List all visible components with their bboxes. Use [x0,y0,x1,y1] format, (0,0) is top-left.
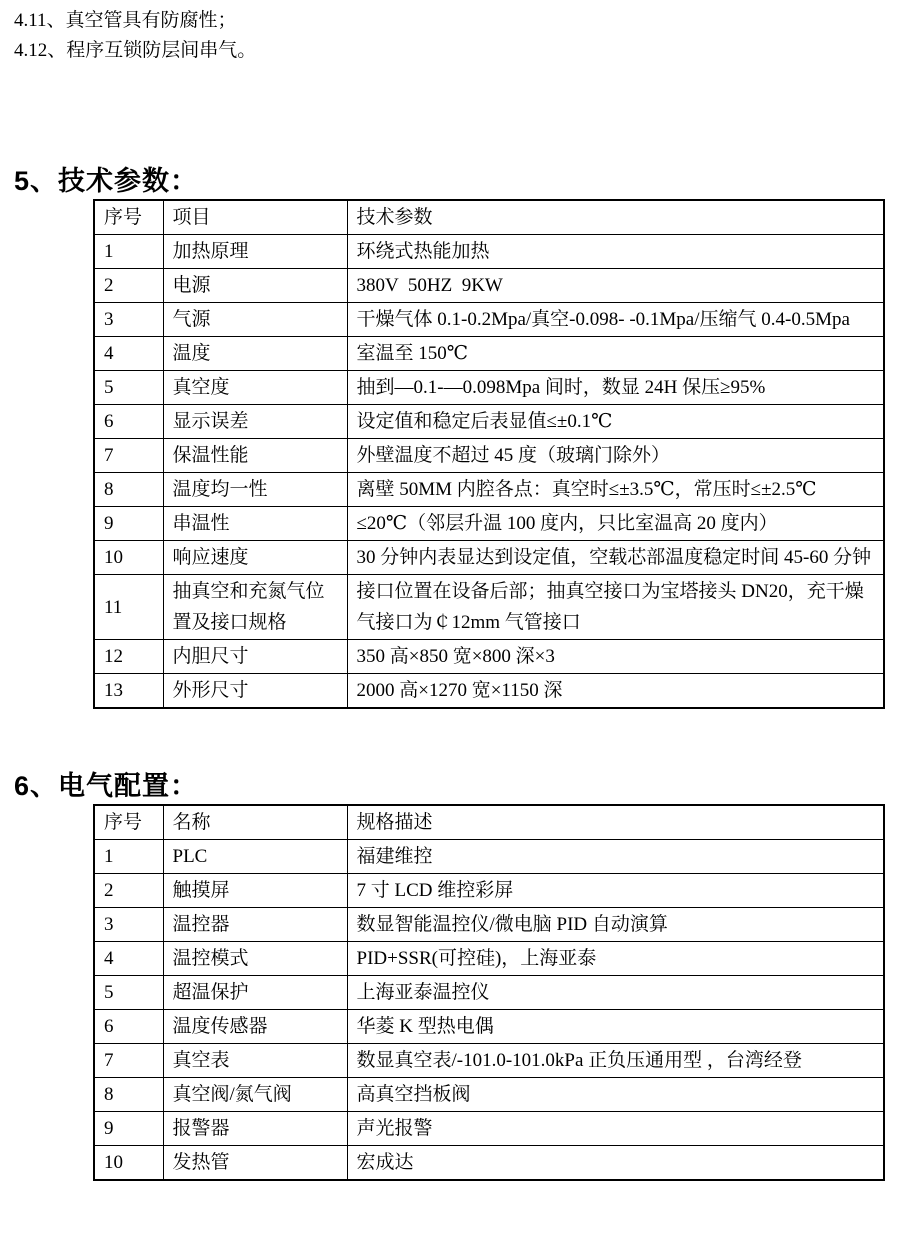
cell-seq: 10 [94,541,163,575]
cell-seq: 5 [94,371,163,405]
cell-seq: 2 [94,874,163,908]
cell-seq: 7 [94,439,163,473]
header-row [94,200,884,235]
cell-seq: 9 [94,1112,163,1146]
cell-item: 保温性能 [163,439,347,473]
table-row [94,1010,884,1044]
column-header: 技术参数 [347,200,884,235]
cell-item: 真空表 [163,1044,347,1078]
table-row [94,1146,884,1181]
cell-item: 内胆尺寸 [163,640,347,674]
cell-value: 接口位置在设备后部；抽真空接口为宝塔接头 DN20，充干燥气接口为￠12mm 气管接口 [347,575,884,640]
column-header: 序号 [94,805,163,840]
cell-item: 真空阀/氮气阀 [163,1078,347,1112]
table-row [94,840,884,874]
cell-value: ≤20℃（邻层升温 100 度内，只比室温高 20 度内） [347,507,884,541]
section-5-title: 5、技术参数： [14,166,199,196]
cell-item: 超温保护 [163,976,347,1010]
table-row [94,235,884,269]
table-row [94,269,884,303]
table-row [94,541,884,575]
cell-seq: 4 [94,942,163,976]
table-row [94,874,884,908]
cell-seq: 8 [94,473,163,507]
cell-item: PLC [163,840,347,874]
cell-item: 发热管 [163,1146,347,1181]
cell-item: 气源 [163,303,347,337]
cell-value: 数显智能温控仪/微电脑 PID 自动演算 [347,908,884,942]
section-6-title: 6、电气配置： [14,771,199,801]
table-row [94,439,884,473]
table-row [94,473,884,507]
cell-value: 宏成达 [347,1146,884,1181]
cell-value: 环绕式热能加热 [347,235,884,269]
cell-value: 数显真空表/-101.0-101.0kPa 正负压通用型 ，台湾经登 [347,1044,884,1078]
cell-seq: 13 [94,674,163,709]
cell-value: 华菱 K 型热电偶 [347,1010,884,1044]
cell-value: PID+SSR(可控硅)，上海亚泰 [347,942,884,976]
cell-seq: 12 [94,640,163,674]
cell-item: 温控模式 [163,942,347,976]
cell-item: 串温性 [163,507,347,541]
cell-value: 抽到—0.1-—0.098Mpa 间时，数显 24H 保压≥95% [347,371,884,405]
intro-line-4-11: 4.11、真空管具有防腐性； [14,10,237,31]
cell-seq: 10 [94,1146,163,1181]
column-header: 序号 [94,200,163,235]
table-row [94,976,884,1010]
header-row [94,805,884,840]
cell-value: 设定值和稳定后表显值≤±0.1℃ [347,405,884,439]
table-row [94,371,884,405]
cell-value: 30 分钟内表显达到设定值，空载芯部温度稳定时间 45-60 分钟 [347,541,884,575]
cell-item: 温度均一性 [163,473,347,507]
cell-value: 高真空挡板阀 [347,1078,884,1112]
cell-value: 干燥气体 0.1-0.2Mpa/真空-0.098- -0.1Mpa/压缩气 0.4-0.5Mpa [347,303,884,337]
cell-seq: 6 [94,405,163,439]
tech-params-table [93,199,885,709]
electrical-config-table [93,804,885,1181]
cell-value: 离壁 50MM 内腔各点：真空时≤±3.5℃，常压时≤±2.5℃ [347,473,884,507]
cell-seq: 3 [94,303,163,337]
table-row [94,640,884,674]
table-row [94,303,884,337]
cell-value: 350 高×850 宽×800 深×3 [347,640,884,674]
table-row [94,942,884,976]
table-row [94,674,884,709]
table-row [94,1112,884,1146]
cell-item: 温控器 [163,908,347,942]
cell-seq: 9 [94,507,163,541]
cell-value: 380V 50HZ 9KW [347,269,884,303]
cell-item: 报警器 [163,1112,347,1146]
table-row [94,507,884,541]
cell-seq: 8 [94,1078,163,1112]
cell-item: 显示误差 [163,405,347,439]
cell-value: 外壁温度不超过 45 度（玻璃门除外） [347,439,884,473]
cell-seq: 2 [94,269,163,303]
cell-value: 上海亚泰温控仪 [347,976,884,1010]
cell-item: 温度 [163,337,347,371]
column-header: 名称 [163,805,347,840]
table-row [94,1078,884,1112]
cell-value: 2000 高×1270 宽×1150 深 [347,674,884,709]
cell-seq: 11 [94,575,163,640]
cell-value: 福建维控 [347,840,884,874]
table-row [94,908,884,942]
cell-seq: 4 [94,337,163,371]
cell-item: 外形尺寸 [163,674,347,709]
cell-item: 加热原理 [163,235,347,269]
intro-line-4-12: 4.12、程序互锁防层间串气。 [14,40,257,61]
column-header: 项目 [163,200,347,235]
cell-item: 抽真空和充氮气位置及接口规格 [163,575,347,640]
cell-value: 7 寸 LCD 维控彩屏 [347,874,884,908]
table-row [94,1044,884,1078]
intro-list [14,6,900,66]
cell-item: 触摸屏 [163,874,347,908]
table-row [94,405,884,439]
cell-seq: 1 [94,840,163,874]
cell-item: 电源 [163,269,347,303]
cell-seq: 3 [94,908,163,942]
table-row [94,337,884,371]
cell-item: 温度传感器 [163,1010,347,1044]
cell-item: 真空度 [163,371,347,405]
cell-seq: 1 [94,235,163,269]
cell-seq: 5 [94,976,163,1010]
cell-item: 响应速度 [163,541,347,575]
cell-value: 室温至 150℃ [347,337,884,371]
cell-value: 声光报警 [347,1112,884,1146]
column-header: 规格描述 [347,805,884,840]
table-row [94,575,884,640]
cell-seq: 7 [94,1044,163,1078]
cell-seq: 6 [94,1010,163,1044]
